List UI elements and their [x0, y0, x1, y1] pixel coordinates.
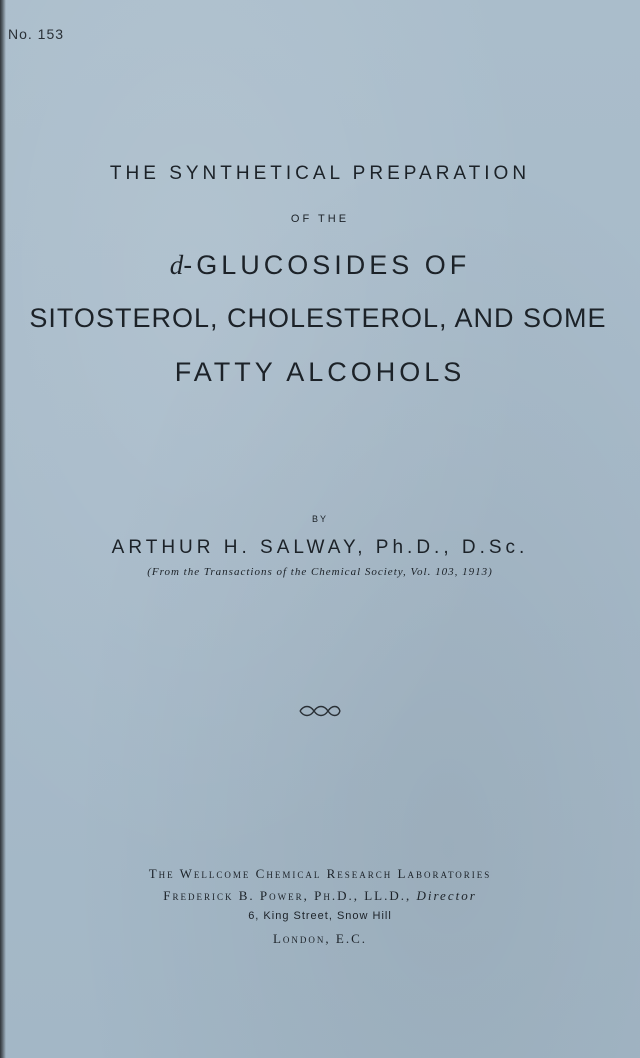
lab-city: London, E.C. — [272, 931, 368, 946]
author-name: ARTHUR H. SALWAY, Ph.D., D.Sc. — [111, 537, 529, 558]
title-line-3 — [0, 250, 640, 281]
document-number: No. 153 — [8, 26, 65, 42]
title-prefix-d: d — [169, 250, 184, 280]
lab-name: The Wellcome Chemical Research Laboratories — [148, 866, 492, 881]
director-name: Frederick B. Power, Ph.D., LL.D., — [163, 888, 417, 903]
scroll-ornament-icon — [298, 704, 342, 718]
director-role: Director — [416, 888, 477, 903]
title-line-1: THE SYNTHETICAL PREPARATION — [109, 163, 531, 184]
title-line-2: OF THE — [290, 213, 350, 225]
title-line-5: FATTY ALCOHOLS — [174, 357, 466, 387]
lab-address: 6, King Street, Snow Hill — [248, 910, 392, 922]
title-line-3-text: -GLUCOSIDES OF — [183, 250, 471, 280]
title-line-4: SITOSTEROL, CHOLESTEROL, AND SOME — [29, 303, 607, 333]
by-label: BY — [311, 514, 328, 524]
director-line — [0, 888, 640, 904]
source-citation: (From the Transactions of the Chemical Society, Vol. 103, 1913) — [147, 566, 493, 578]
